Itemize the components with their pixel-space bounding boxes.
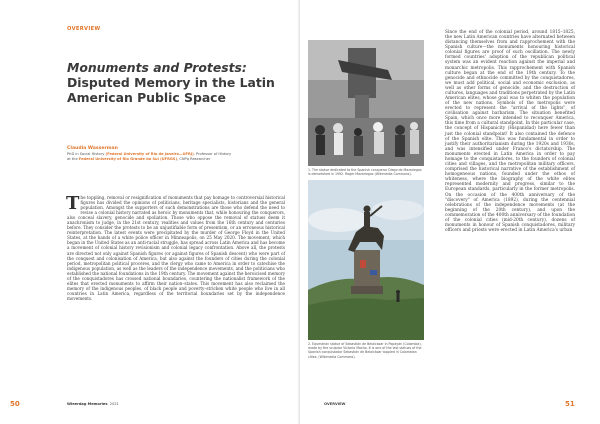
left-body-paragraph: he toppling, removal or resignification of monuments that pay homage to controversial historical figures has divided the opinions of politicians, heritage specialists, historians and the general population. Amongst the supporters of such demonstrations are those who defend the need to revise a colonial history narrated as heroic by monuments that, while honouring the conquerors, also conceal slavery, genocide and spoliation. Those who oppose the removal of statues deem it anachronism to judge, in the 21st century, realities and values from the 16th century and centuries before. They consider the protests to be an unjustifiable form of presentism, or an erroneous historical reinterpretation. The latest events were precipitated by the murder of George Floyd in the United States, at the hands of a white police officer in Minneapolis, on 25 May 2020. The movement, which began in the United States as an anti-racial struggle, has spread across Latin America and has become a movement of colonial history revisionism and colonial legacy confrontation. Above all, the protests are directed not only against Spanish figures (or against figures of Spanish descent) who were part of the conquest and colonisation of America, but also against the founders of cities during the colonial period, metropolitan political proceres, and the clergy who came to America in order to catechise the indigenous population, as well as the leaders of the independence movements, and the politicians who established the national foundations in the 19th century. The movement against the heroicised memory of the conquistadores has crossed national boundaries, countering the nationalist framework of the elites that erected monuments to affirm their nation–states. This movement has also reclaimed the memory of the indigenous peoples, of black people and poverty–stricken white people who live in all countries in Latin America, regardless of the territorial boundaries set by the independence movements. (67, 195, 285, 301)
right-footer (300, 398, 600, 412)
equestrian-statue-image (308, 180, 424, 340)
figure-1-photo (308, 40, 424, 166)
article-title (67, 60, 282, 105)
right-page (300, 0, 600, 424)
author-affiliation-1: PhD in Social History (Federal University of Rio de Janeiro—UFRJ). Professor of History (67, 152, 232, 156)
author-affiliation-2: at the Federal University of Rio Grande do Sul (UFRGS), CNPq Researcher (67, 157, 211, 162)
page-number-left: 50 (10, 400, 20, 408)
author-block (67, 146, 287, 162)
figure-1-caption: 1. The statue dedicated to the Spanish conqueror Diego de Mazariegos is demolished in 1992. Roger Mazariegos (Wikimedia Commons). (308, 168, 422, 177)
figure-2-photo (308, 180, 424, 340)
left-body-text (67, 195, 285, 301)
running-head-right: OVERVIEW (324, 402, 346, 406)
right-body-text: Since the end of the colonial period, around 1815–1825, the new Latin American countries have alternated between distancing themselves from and rapprochement with the Spanish culture—the monuments honouring historical colonial figures are proof of such oscillation. The newly formed countries' adoption of the republican political system was an evident reaction against the imperial and monarchic metropolis. This rapprochement with Spanish culture began at the end of the 19th century. To the genocide and ethnocide committed by the conquistadores, we must add political, social and economic exclusion, as well as other forms of genocide, and the destruction of cultures, languages and traditions perpetrated by the Latin American elites, whose goal was to whiten the population of the new nations. Symbols of the metropolis were erected to represent the "arrival of the lights", of civilisation against barbarism. The situation benefited Spain, which once more intended to reconquer America, this time from a cultural standpoint. In this particular case, the concept of Hispanicity (Hispanidad) here fewer than just the colonial standpoint! It also contained the defence of the Spanish elite. This was fundamental in order to justify their authoritarianism during the 1920s and 1930s, and was intensified under Franco's dictatorship. The monuments erected in Latin America in order to pay homage to the conquistadores, to the founders of colonial cities and villages, and the metropolitan military officers, comprised the historical narrative of the establishment of homogeneous nations, founded under the ethos of whiteness, where the biography of the white elites represented modernity and progress, similar to the European standards, particularly in the former metropolis. On the occasion of the 400th anniversary of the "discovery" of America (1892), during the centennial celebrations of the independence movements (at the beginning of the 20th century), and upon the commemoration of the 400th anniversary of the foundation of the colonial cities (mid-20th century), dozens of monuments in honour of Spanish conquistadores, military officers and priests were erected in Latin America's urban (445, 30, 575, 234)
demolition-photo-image (308, 40, 424, 166)
running-head-left: Wieerdag Memories 2021 (67, 402, 119, 406)
figure-2-caption: 2. Equestrian statue of Sebastián de Belalcázar in Popayán (Colombia), made by the sculptor Victorio Macho. It is one of the last statues of the Spanish conquistador Sebastián de Belalcázar toppled in Colombian cities. (Wikimedia Commons). (308, 342, 422, 359)
title-line-2: Disputed Memory in the Latin American Public Space (67, 75, 275, 105)
title-line-1: Monuments and Protests: (67, 60, 247, 75)
left-footer (10, 398, 290, 412)
author-name: Claudia Wasserman (67, 146, 118, 151)
drop-cap: T (66, 193, 80, 214)
section-tag: OVERVIEW (67, 26, 101, 32)
page-number-right: 51 (565, 400, 575, 408)
